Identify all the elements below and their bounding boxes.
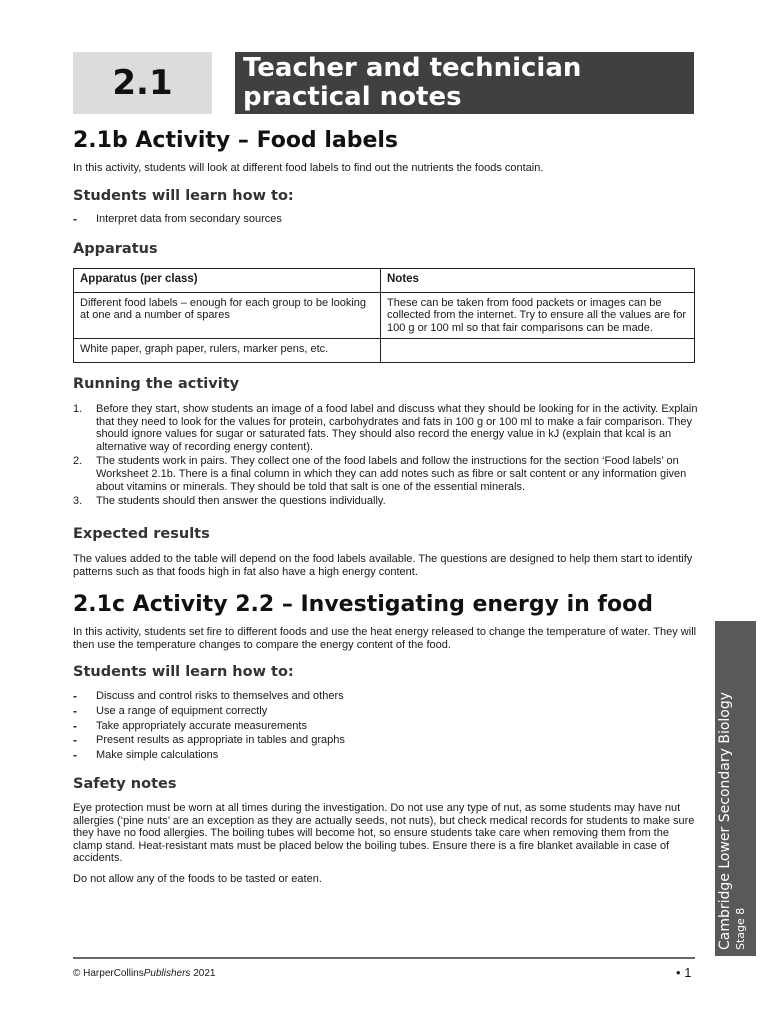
- table-cell: [381, 339, 695, 363]
- table-row: [74, 292, 695, 339]
- step-number: 1.: [73, 403, 83, 415]
- safety-text-no-tasting: Do not allow any of the foods to be tasted or eaten.: [73, 873, 322, 885]
- table-cell: White paper, graph paper, rulers, marker pens, etc.: [74, 339, 381, 363]
- dash-marker: -: [73, 689, 77, 703]
- activity-b-intro: In this activity, students will look at different food labels to find out the nutrients the foods contain.: [73, 162, 544, 174]
- page-number: • 1: [676, 965, 692, 980]
- section-number-box: [73, 52, 212, 114]
- table-header-apparatus: Apparatus (per class): [74, 269, 381, 293]
- list-item: 2. The students work in pairs. They collect one of the food labels and follow the instructions for the section ‘Food labels’ on Worksheet 2.1b. There is a final column in which they can add notes such as fibre or salt content or any information given about vitamins or minerals. They should be told that salt is one of the essential minerals.: [73, 455, 687, 493]
- list-item: - Make simple calculations: [73, 748, 219, 763]
- list-item: - Use a range of equipment correctly: [73, 703, 268, 718]
- table-cell: These can be taken from food packets or images can be collected from the internet. Try to ensure all the values are for 100 g or 100 ml so that fair comparisons can be made.: [381, 292, 695, 339]
- list-item: - Discuss and control risks to themselves and others: [73, 689, 344, 703]
- table-header-notes: Notes: [381, 269, 695, 293]
- step-number: 2.: [73, 455, 83, 468]
- list-item: 1. Before they start, show students an image of a food label and discuss what they should be looking for in the activity. Explain that they need to look for the values for protein, carbohydrates and fats in 100 g or 100 ml to make a fair comparison. They should ignore values for sugar or saturated fats. They should also record the energy value in kJ (explain that kcal is an alternative way of recording energy content).: [73, 403, 698, 453]
- dash-marker: -: [73, 733, 77, 748]
- dash-marker: -: [73, 748, 77, 763]
- table-row: [74, 339, 695, 363]
- activity-c-intro: In this activity, students set fire to different foods and use the heat energy released to change the temperature of water. They will then use the temperature changes to compare the energy content of the food.: [73, 626, 697, 651]
- expected-text: The values added to the table will depend on the food labels available. The questions are designed to help them start to identify patterns such as that foods high in fat also have a high energy content.: [73, 553, 693, 578]
- expected-heading: Expected results: [73, 526, 210, 542]
- activity-c-heading: 2.1c Activity 2.2 – Investigating energy in food: [73, 592, 653, 617]
- activity-b-learn-list: [73, 213, 698, 228]
- list-item: 3. The students should then answer the questions individually.: [73, 495, 386, 508]
- side-tab-stage: Stage 8: [734, 907, 747, 950]
- side-tab-title: Cambridge Lower Secondary Biology: [717, 691, 733, 950]
- dash-marker: -: [73, 212, 77, 226]
- running-steps-list: [73, 403, 698, 510]
- safety-heading: Safety notes: [73, 776, 177, 792]
- section-title-box: [235, 52, 694, 114]
- table-header-row: [74, 269, 695, 293]
- dash-marker: -: [73, 718, 77, 733]
- list-item: - Take appropriately accurate measurements: [73, 718, 307, 733]
- page-bullet: •: [676, 965, 681, 980]
- activity-b-heading: 2.1b Activity – Food labels: [73, 128, 399, 153]
- table-cell: Different food labels – enough for each group to be looking at one and a number of spares: [74, 292, 381, 339]
- list-item: - Present results as appropriate in tables and graphs: [73, 733, 345, 748]
- footer-divider: [73, 957, 695, 959]
- safety-text: Eye protection must be worn at all times during the investigation. Do not use any type of nut, as some students may have nut allergies (‘pine nuts’ are an exception as they are actually seeds, not nuts), but check medical records for students to make sure they have no food allergies. The boiling tubes will become hot, so ensure students take care when removing them from the clamp stand. Heat-resistant mats must be placed below the boiling tubes. Ensure there is a fire blanket available in case of accidents.: [73, 802, 695, 865]
- apparatus-heading: Apparatus: [73, 241, 158, 257]
- running-heading: Running the activity: [73, 376, 240, 392]
- activity-c-learn-list: [73, 690, 698, 764]
- activity-b-learn-heading: Students will learn how to:: [73, 188, 294, 204]
- list-item: - Interpret data from secondary sources: [73, 212, 282, 226]
- section-number: 2.1: [112, 63, 173, 103]
- activity-c-learn-heading: Students will learn how to:: [73, 664, 294, 680]
- footer-copyright: © HarperCollinsPublishers 2021: [73, 968, 216, 979]
- side-tab: [715, 621, 756, 956]
- section-title: Teacher and technician practical notes: [243, 53, 582, 112]
- dash-marker: -: [73, 703, 77, 718]
- apparatus-table: [73, 268, 695, 363]
- step-number: 3.: [73, 495, 83, 508]
- side-tab-text: [715, 621, 756, 956]
